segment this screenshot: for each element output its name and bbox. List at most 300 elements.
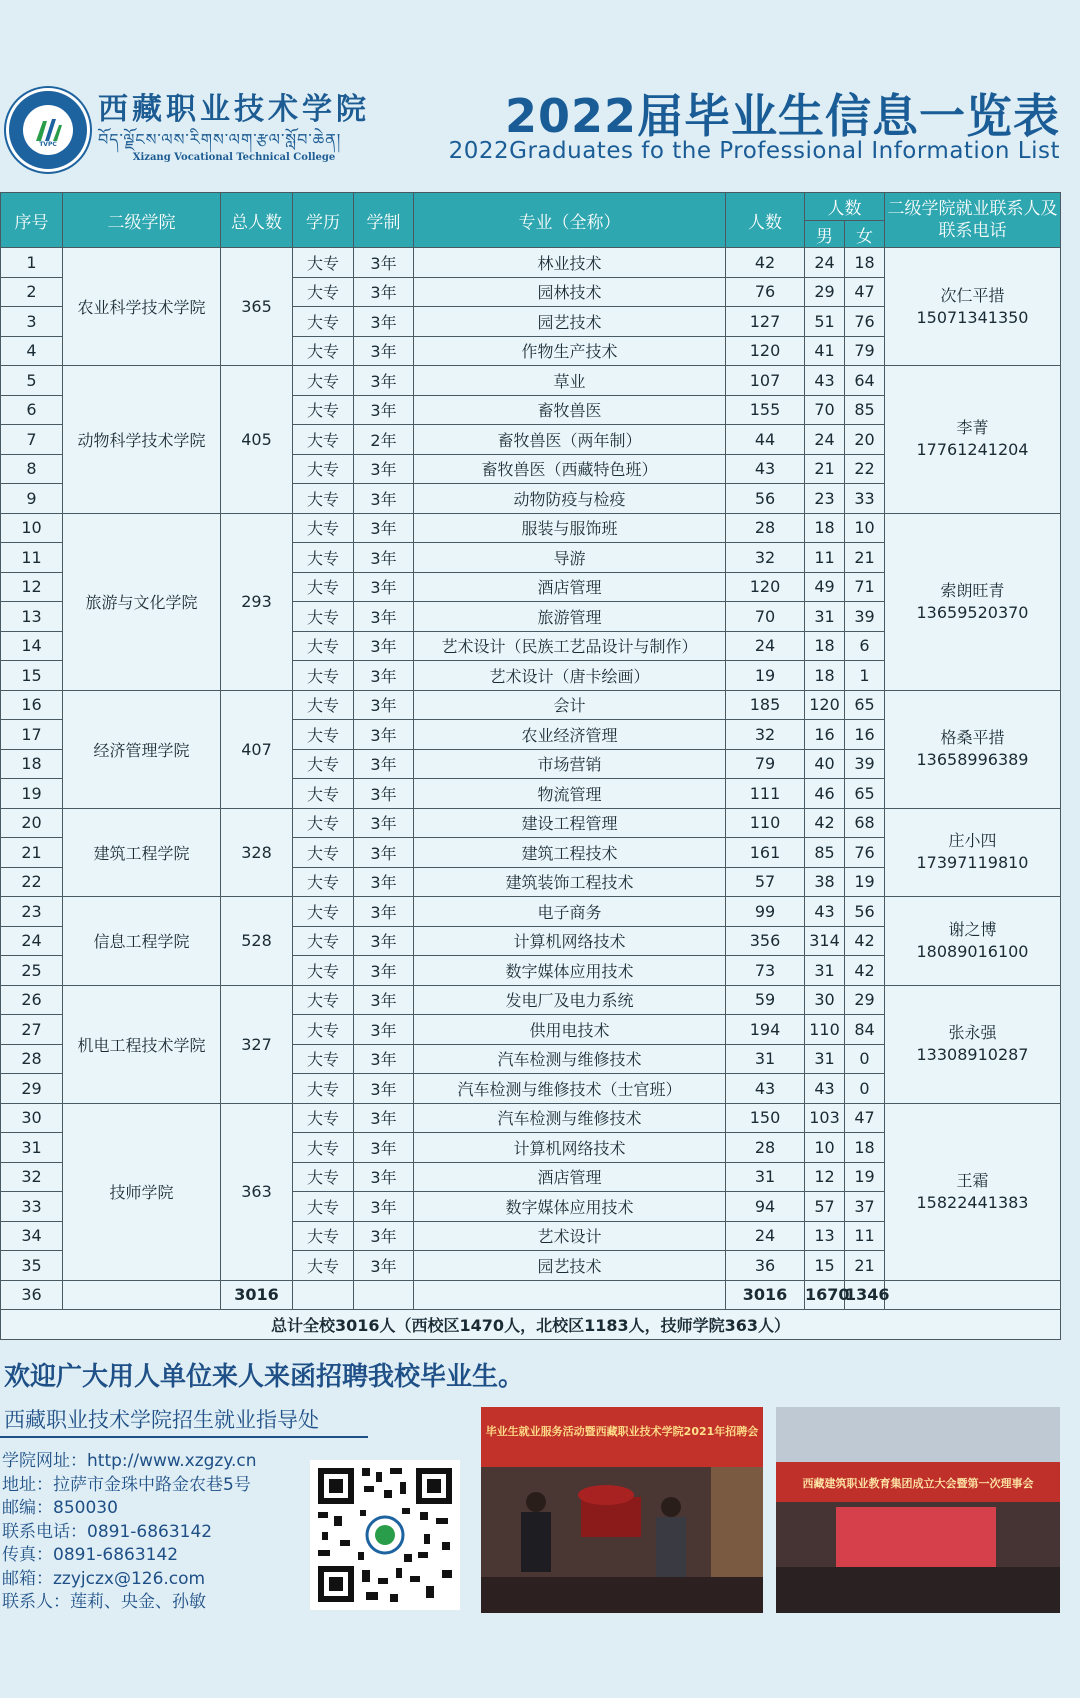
cell-duration: 3年: [354, 336, 414, 366]
cell-total: 363: [221, 1103, 293, 1280]
cell-male: 24: [805, 248, 845, 278]
cell-duration: 3年: [354, 248, 414, 278]
cell-male: 31: [805, 602, 845, 632]
cell-edu: 大专: [293, 690, 354, 720]
cell-edu: 大专: [293, 366, 354, 396]
cell-female: 47: [845, 1103, 885, 1133]
cell-edu: [293, 1280, 354, 1310]
cell-female: 22: [845, 454, 885, 484]
cell-duration: 3年: [354, 1192, 414, 1222]
cell-edu: 大专: [293, 454, 354, 484]
cell-count: 120: [726, 336, 805, 366]
website-link[interactable]: 学院网址：http://www.xzgzy.cn: [2, 1451, 257, 1471]
cell-contact: [885, 690, 1061, 808]
postcode-text: 邮编：850030: [2, 1498, 118, 1518]
cell-edu: 大专: [293, 572, 354, 602]
cell-edu: 大专: [293, 838, 354, 868]
cell-total: 528: [221, 897, 293, 986]
cell-major: 畜牧兽医（两年制）: [414, 425, 726, 455]
divider: [0, 1436, 368, 1438]
cell-edu: 大专: [293, 484, 354, 514]
cell-count: 42: [726, 248, 805, 278]
cell-major: 建筑装饰工程技术: [414, 867, 726, 897]
cell-count: 24: [726, 1221, 805, 1251]
cell-duration: 3年: [354, 749, 414, 779]
cell-college: 建筑工程学院: [63, 808, 221, 897]
cell-female: 47: [845, 277, 885, 307]
cell-duration: 3年: [354, 897, 414, 927]
cell-seq: 29: [1, 1074, 63, 1104]
cell-female: 19: [845, 1162, 885, 1192]
cell-male: 314: [805, 926, 845, 956]
cell-seq: 17: [1, 720, 63, 750]
cell-male: 30: [805, 985, 845, 1015]
cell-major: 园林技术: [414, 277, 726, 307]
cell-seq: 13: [1, 602, 63, 632]
cell-count: 73: [726, 956, 805, 986]
cell-major: 电子商务: [414, 897, 726, 927]
cell-count: 32: [726, 543, 805, 573]
cell-college: 技师学院: [63, 1103, 221, 1280]
cell-seq: 24: [1, 926, 63, 956]
cell-major: 数字媒体应用技术: [414, 1192, 726, 1222]
cell-edu: 大专: [293, 513, 354, 543]
cell-male: 31: [805, 956, 845, 986]
cell-seq: 8: [1, 454, 63, 484]
cell-major: 园艺技术: [414, 307, 726, 337]
cell-duration: 3年: [354, 779, 414, 809]
cell-count: 120: [726, 572, 805, 602]
cell-seq: 28: [1, 1044, 63, 1074]
cell-total: 328: [221, 808, 293, 897]
email-link[interactable]: 邮箱：zzyjczx@126.com: [2, 1568, 206, 1589]
cell-duration: 3年: [354, 1015, 414, 1045]
phone-text: 联系电话：0891-6863142: [2, 1521, 213, 1542]
cell-female: 16: [845, 720, 885, 750]
cell-female: 64: [845, 366, 885, 396]
cell-seq: 31: [1, 1133, 63, 1163]
cell-female: 85: [845, 395, 885, 425]
cell-duration: 3年: [354, 572, 414, 602]
cell-male: 18: [805, 661, 845, 691]
cell-total: 327: [221, 985, 293, 1103]
cell-duration: 3年: [354, 602, 414, 632]
contact-phone: 18089016100: [916, 941, 1029, 961]
cell-seq: 1: [1, 248, 63, 278]
cell-seq: 16: [1, 690, 63, 720]
cell-duration: 3年: [354, 838, 414, 868]
cell-female: 56: [845, 897, 885, 927]
contact-name: 张永强: [948, 1023, 997, 1042]
cell-edu: 大专: [293, 661, 354, 691]
cell-major: 市场营销: [414, 749, 726, 779]
cell-male: 18: [805, 513, 845, 543]
cell-count: 150: [726, 1103, 805, 1133]
cell-contact: [885, 513, 1061, 690]
cell-duration: 3年: [354, 395, 414, 425]
cell-count: 32: [726, 720, 805, 750]
cell-duration: 3年: [354, 1044, 414, 1074]
contact-info: [2, 1450, 257, 1615]
cell-edu: 大专: [293, 395, 354, 425]
cell-male: 16: [805, 720, 845, 750]
cell-edu: 大专: [293, 277, 354, 307]
cell-edu: 大专: [293, 1162, 354, 1192]
cell-male: 42: [805, 808, 845, 838]
cell-male: 38: [805, 867, 845, 897]
cell-female: 37: [845, 1192, 885, 1222]
cell-seq: 9: [1, 484, 63, 514]
cell-male: 120: [805, 690, 845, 720]
cell-major: 畜牧兽医: [414, 395, 726, 425]
cell-count: 24: [726, 631, 805, 661]
table-row: [1, 897, 1061, 927]
cell-edu: 大专: [293, 602, 354, 632]
cell-edu: 大专: [293, 1133, 354, 1163]
cell-major: 计算机网络技术: [414, 926, 726, 956]
cell-total: 407: [221, 690, 293, 808]
contact-phone: 17397119810: [916, 853, 1029, 873]
contact-name: 格桑平措: [940, 728, 1005, 747]
cell-duration: 3年: [354, 366, 414, 396]
cell-major: 发电厂及电力系统: [414, 985, 726, 1015]
cell-male: 110: [805, 1015, 845, 1045]
cell-female: 65: [845, 690, 885, 720]
summary-text: 总计全校3016人（西校区1470人，北校区1183人，技师学院363人）: [1, 1310, 1061, 1340]
cell-duration: 3年: [354, 661, 414, 691]
cell-edu: 大专: [293, 425, 354, 455]
cell-male: 46: [805, 779, 845, 809]
cell-edu: 大专: [293, 897, 354, 927]
cell-edu: 大专: [293, 808, 354, 838]
cell-duration: 3年: [354, 808, 414, 838]
cell-duration: 3年: [354, 1074, 414, 1104]
header-gender-group: 人数: [805, 193, 885, 221]
cell-edu: 大专: [293, 985, 354, 1015]
cell-major: 艺术设计（民族工艺品设计与制作）: [414, 631, 726, 661]
cell-major: 会计: [414, 690, 726, 720]
cell-count: 28: [726, 513, 805, 543]
cell-major: 艺术设计（唐卡绘画）: [414, 661, 726, 691]
cell-college: 旅游与文化学院: [63, 513, 221, 690]
table-row: [1, 690, 1061, 720]
photo2-banner: 西藏建筑职业教育集团成立大会暨第一次理事会: [802, 1477, 1034, 1490]
header-contact: 二级学院就业联系人及联系电话: [885, 193, 1061, 248]
cell-male: 1670: [805, 1280, 845, 1310]
cell-seq: 21: [1, 838, 63, 868]
college-name-cn: 西藏职业技术学院: [98, 92, 370, 127]
cell-male: 43: [805, 366, 845, 396]
cell-major: 草业: [414, 366, 726, 396]
cell-duration: 3年: [354, 631, 414, 661]
cell-edu: 大专: [293, 1192, 354, 1222]
cell-count: 59: [726, 985, 805, 1015]
cell-female: 18: [845, 248, 885, 278]
cell-count: 19: [726, 661, 805, 691]
cell-count: 110: [726, 808, 805, 838]
cell-female: 20: [845, 425, 885, 455]
cell-edu: 大专: [293, 867, 354, 897]
page-title: 2022届毕业生信息一览表: [504, 89, 1060, 143]
qr-code[interactable]: [310, 1460, 460, 1610]
cell-female: 6: [845, 631, 885, 661]
cell-seq: 25: [1, 956, 63, 986]
cell-major: 畜牧兽医（西藏特色班）: [414, 454, 726, 484]
header-edu: 学历: [293, 193, 354, 248]
cell-seq: 36: [1, 1280, 63, 1310]
cell-male: 51: [805, 307, 845, 337]
cell-major: 酒店管理: [414, 1162, 726, 1192]
cell-major: 林业技术: [414, 248, 726, 278]
college-name-tibetan: བོད་ལྗོངས་ལས་རིགས་ལག་རྩལ་སློབ་ཆེན།: [98, 130, 342, 149]
college-name-en: Xizang Vocational Technical College: [132, 152, 336, 163]
cell-edu: 大专: [293, 956, 354, 986]
fax-text: 传真：0891-6863142: [2, 1545, 179, 1565]
cell-edu: 大专: [293, 1015, 354, 1045]
cell-edu: 大专: [293, 1074, 354, 1104]
cell-seq: 33: [1, 1192, 63, 1222]
table-row: [1, 513, 1061, 543]
cell-duration: 3年: [354, 956, 414, 986]
table-row: [1, 248, 1061, 278]
cell-duration: [354, 1280, 414, 1310]
cell-seq: 19: [1, 779, 63, 809]
cell-male: 12: [805, 1162, 845, 1192]
cell-contact: [885, 897, 1061, 986]
cell-male: 13: [805, 1221, 845, 1251]
cell-major: 酒店管理: [414, 572, 726, 602]
cell-count: 57: [726, 867, 805, 897]
cell-female: 10: [845, 513, 885, 543]
cell-female: 19: [845, 867, 885, 897]
cell-seq: 34: [1, 1221, 63, 1251]
cell-male: 24: [805, 425, 845, 455]
cell-seq: 6: [1, 395, 63, 425]
cell-count: 111: [726, 779, 805, 809]
cell-major: 动物防疫与检疫: [414, 484, 726, 514]
contact-phone: 13659520370: [916, 602, 1029, 622]
cell-contact: [885, 366, 1061, 514]
cell-duration: 3年: [354, 985, 414, 1015]
cell-female: 39: [845, 749, 885, 779]
cell-male: 31: [805, 1044, 845, 1074]
cell-count: 76: [726, 277, 805, 307]
cell-major: 旅游管理: [414, 602, 726, 632]
cell-male: 40: [805, 749, 845, 779]
cell-edu: 大专: [293, 1044, 354, 1074]
cell-major: 建设工程管理: [414, 808, 726, 838]
cell-female: 1: [845, 661, 885, 691]
header-male: 男: [805, 221, 845, 248]
cell-female: 68: [845, 808, 885, 838]
cell-total: 405: [221, 366, 293, 514]
cell-major: 园艺技术: [414, 1251, 726, 1281]
header-total: 总人数: [221, 193, 293, 248]
cell-duration: 2年: [354, 425, 414, 455]
cell-total: 3016: [221, 1280, 293, 1310]
logo-abbr: TVPC: [39, 141, 57, 148]
cell-count: 43: [726, 454, 805, 484]
cell-male: 70: [805, 395, 845, 425]
cell-male: 21: [805, 454, 845, 484]
cell-major: 艺术设计: [414, 1221, 726, 1251]
cell-edu: 大专: [293, 631, 354, 661]
cell-total: 365: [221, 248, 293, 366]
cell-major: 作物生产技术: [414, 336, 726, 366]
cell-count: 161: [726, 838, 805, 868]
cell-female: 76: [845, 307, 885, 337]
cell-duration: 3年: [354, 1133, 414, 1163]
cell-seq: 4: [1, 336, 63, 366]
cell-count: 79: [726, 749, 805, 779]
header-female: 女: [845, 221, 885, 248]
cell-female: 79: [845, 336, 885, 366]
cell-female: 21: [845, 543, 885, 573]
cell-duration: 3年: [354, 454, 414, 484]
cell-male: 49: [805, 572, 845, 602]
header-college: 二级学院: [63, 193, 221, 248]
cell-seq: 35: [1, 1251, 63, 1281]
contact-phone: 17761241204: [916, 440, 1029, 460]
cell-count: 36: [726, 1251, 805, 1281]
cell-female: 18: [845, 1133, 885, 1163]
cell-male: 85: [805, 838, 845, 868]
contact-phone: 15071341350: [916, 307, 1029, 327]
cell-college: 经济管理学院: [63, 690, 221, 808]
header-major: 专业（全称）: [414, 193, 726, 248]
cell-male: 18: [805, 631, 845, 661]
cell-count: 107: [726, 366, 805, 396]
cell-male: 57: [805, 1192, 845, 1222]
cell-count: 94: [726, 1192, 805, 1222]
cell-male: 43: [805, 897, 845, 927]
table-body: [1, 248, 1061, 1340]
cell-edu: 大专: [293, 779, 354, 809]
cell-seq: 11: [1, 543, 63, 573]
cell-seq: 20: [1, 808, 63, 838]
cell-edu: 大专: [293, 1251, 354, 1281]
cell-female: 33: [845, 484, 885, 514]
cell-duration: 3年: [354, 1221, 414, 1251]
cell-female: 0: [845, 1044, 885, 1074]
cell-seq: 3: [1, 307, 63, 337]
cell-major: [414, 1280, 726, 1310]
cell-major: 导游: [414, 543, 726, 573]
cell-seq: 10: [1, 513, 63, 543]
cell-male: 41: [805, 336, 845, 366]
header-count: 人数: [726, 193, 805, 248]
cell-count: 3016: [726, 1280, 805, 1310]
cell-college: 信息工程学院: [63, 897, 221, 986]
cell-female: 42: [845, 926, 885, 956]
table-row: [1, 366, 1061, 396]
cell-count: 99: [726, 897, 805, 927]
cell-edu: 大专: [293, 1221, 354, 1251]
cell-edu: 大专: [293, 248, 354, 278]
cell-college: 农业科学技术学院: [63, 248, 221, 366]
cell-duration: 3年: [354, 720, 414, 750]
cell-count: 56: [726, 484, 805, 514]
cell-edu: 大专: [293, 336, 354, 366]
header-duration: 学制: [354, 193, 414, 248]
cell-male: 43: [805, 1074, 845, 1104]
cell-count: 44: [726, 425, 805, 455]
contact-name: 谢之博: [948, 919, 997, 939]
cell-edu: 大专: [293, 926, 354, 956]
header: [0, 0, 1080, 190]
cell-major: 建筑工程技术: [414, 838, 726, 868]
cell-major: 农业经济管理: [414, 720, 726, 750]
cell-female: 42: [845, 956, 885, 986]
cell-count: 31: [726, 1162, 805, 1192]
cell-college: [63, 1280, 221, 1310]
cell-count: 28: [726, 1133, 805, 1163]
cell-seq: 7: [1, 425, 63, 455]
cell-female: 84: [845, 1015, 885, 1045]
cell-seq: 12: [1, 572, 63, 602]
qr-code-icon: [310, 1460, 460, 1610]
cell-total: 293: [221, 513, 293, 690]
cell-major: 计算机网络技术: [414, 1133, 726, 1163]
contact-name: 索朗旺青: [940, 580, 1005, 600]
cell-edu: 大专: [293, 1103, 354, 1133]
contact-phone: 13308910287: [916, 1045, 1029, 1064]
cell-contact: [885, 808, 1061, 897]
cell-count: 31: [726, 1044, 805, 1074]
cell-major: 物流管理: [414, 779, 726, 809]
cell-edu: 大专: [293, 307, 354, 337]
cell-seq: 30: [1, 1103, 63, 1133]
table-row: [1, 808, 1061, 838]
cell-count: 70: [726, 602, 805, 632]
total-row: [1, 1280, 1061, 1310]
photo1-banner: 毕业生就业服务活动暨西藏职业技术学院2021年招聘会: [485, 1425, 759, 1438]
table-row: [1, 1103, 1061, 1133]
cell-male: 11: [805, 543, 845, 573]
cell-edu: 大专: [293, 720, 354, 750]
cell-seq: 18: [1, 749, 63, 779]
cell-male: 15: [805, 1251, 845, 1281]
cell-duration: 3年: [354, 513, 414, 543]
cell-contact: [885, 985, 1061, 1103]
cell-count: 194: [726, 1015, 805, 1045]
cell-duration: 3年: [354, 277, 414, 307]
header-seq: 序号: [1, 193, 63, 248]
cell-female: 65: [845, 779, 885, 809]
cell-duration: 3年: [354, 543, 414, 573]
cell-count: 185: [726, 690, 805, 720]
cell-contact: [885, 248, 1061, 366]
cell-duration: 3年: [354, 484, 414, 514]
office-name: 西藏职业技术学院招生就业指导处: [4, 1408, 319, 1432]
cell-count: 127: [726, 307, 805, 337]
cell-duration: 3年: [354, 926, 414, 956]
cell-major: 服装与服饰班: [414, 513, 726, 543]
cell-female: 1346: [845, 1280, 885, 1310]
cell-seq: 14: [1, 631, 63, 661]
cell-duration: 3年: [354, 1103, 414, 1133]
cell-contact: [885, 1280, 1061, 1310]
cell-male: 10: [805, 1133, 845, 1163]
cell-count: 356: [726, 926, 805, 956]
cell-female: 76: [845, 838, 885, 868]
contact-name: 次仁平措: [940, 285, 1005, 305]
contact-name: 王霜: [956, 1170, 989, 1190]
cell-seq: 32: [1, 1162, 63, 1192]
address-text: 地址：拉萨市金珠中路金农巷5号: [2, 1474, 251, 1495]
contact-phone: 15822441383: [916, 1192, 1029, 1212]
cell-female: 11: [845, 1221, 885, 1251]
